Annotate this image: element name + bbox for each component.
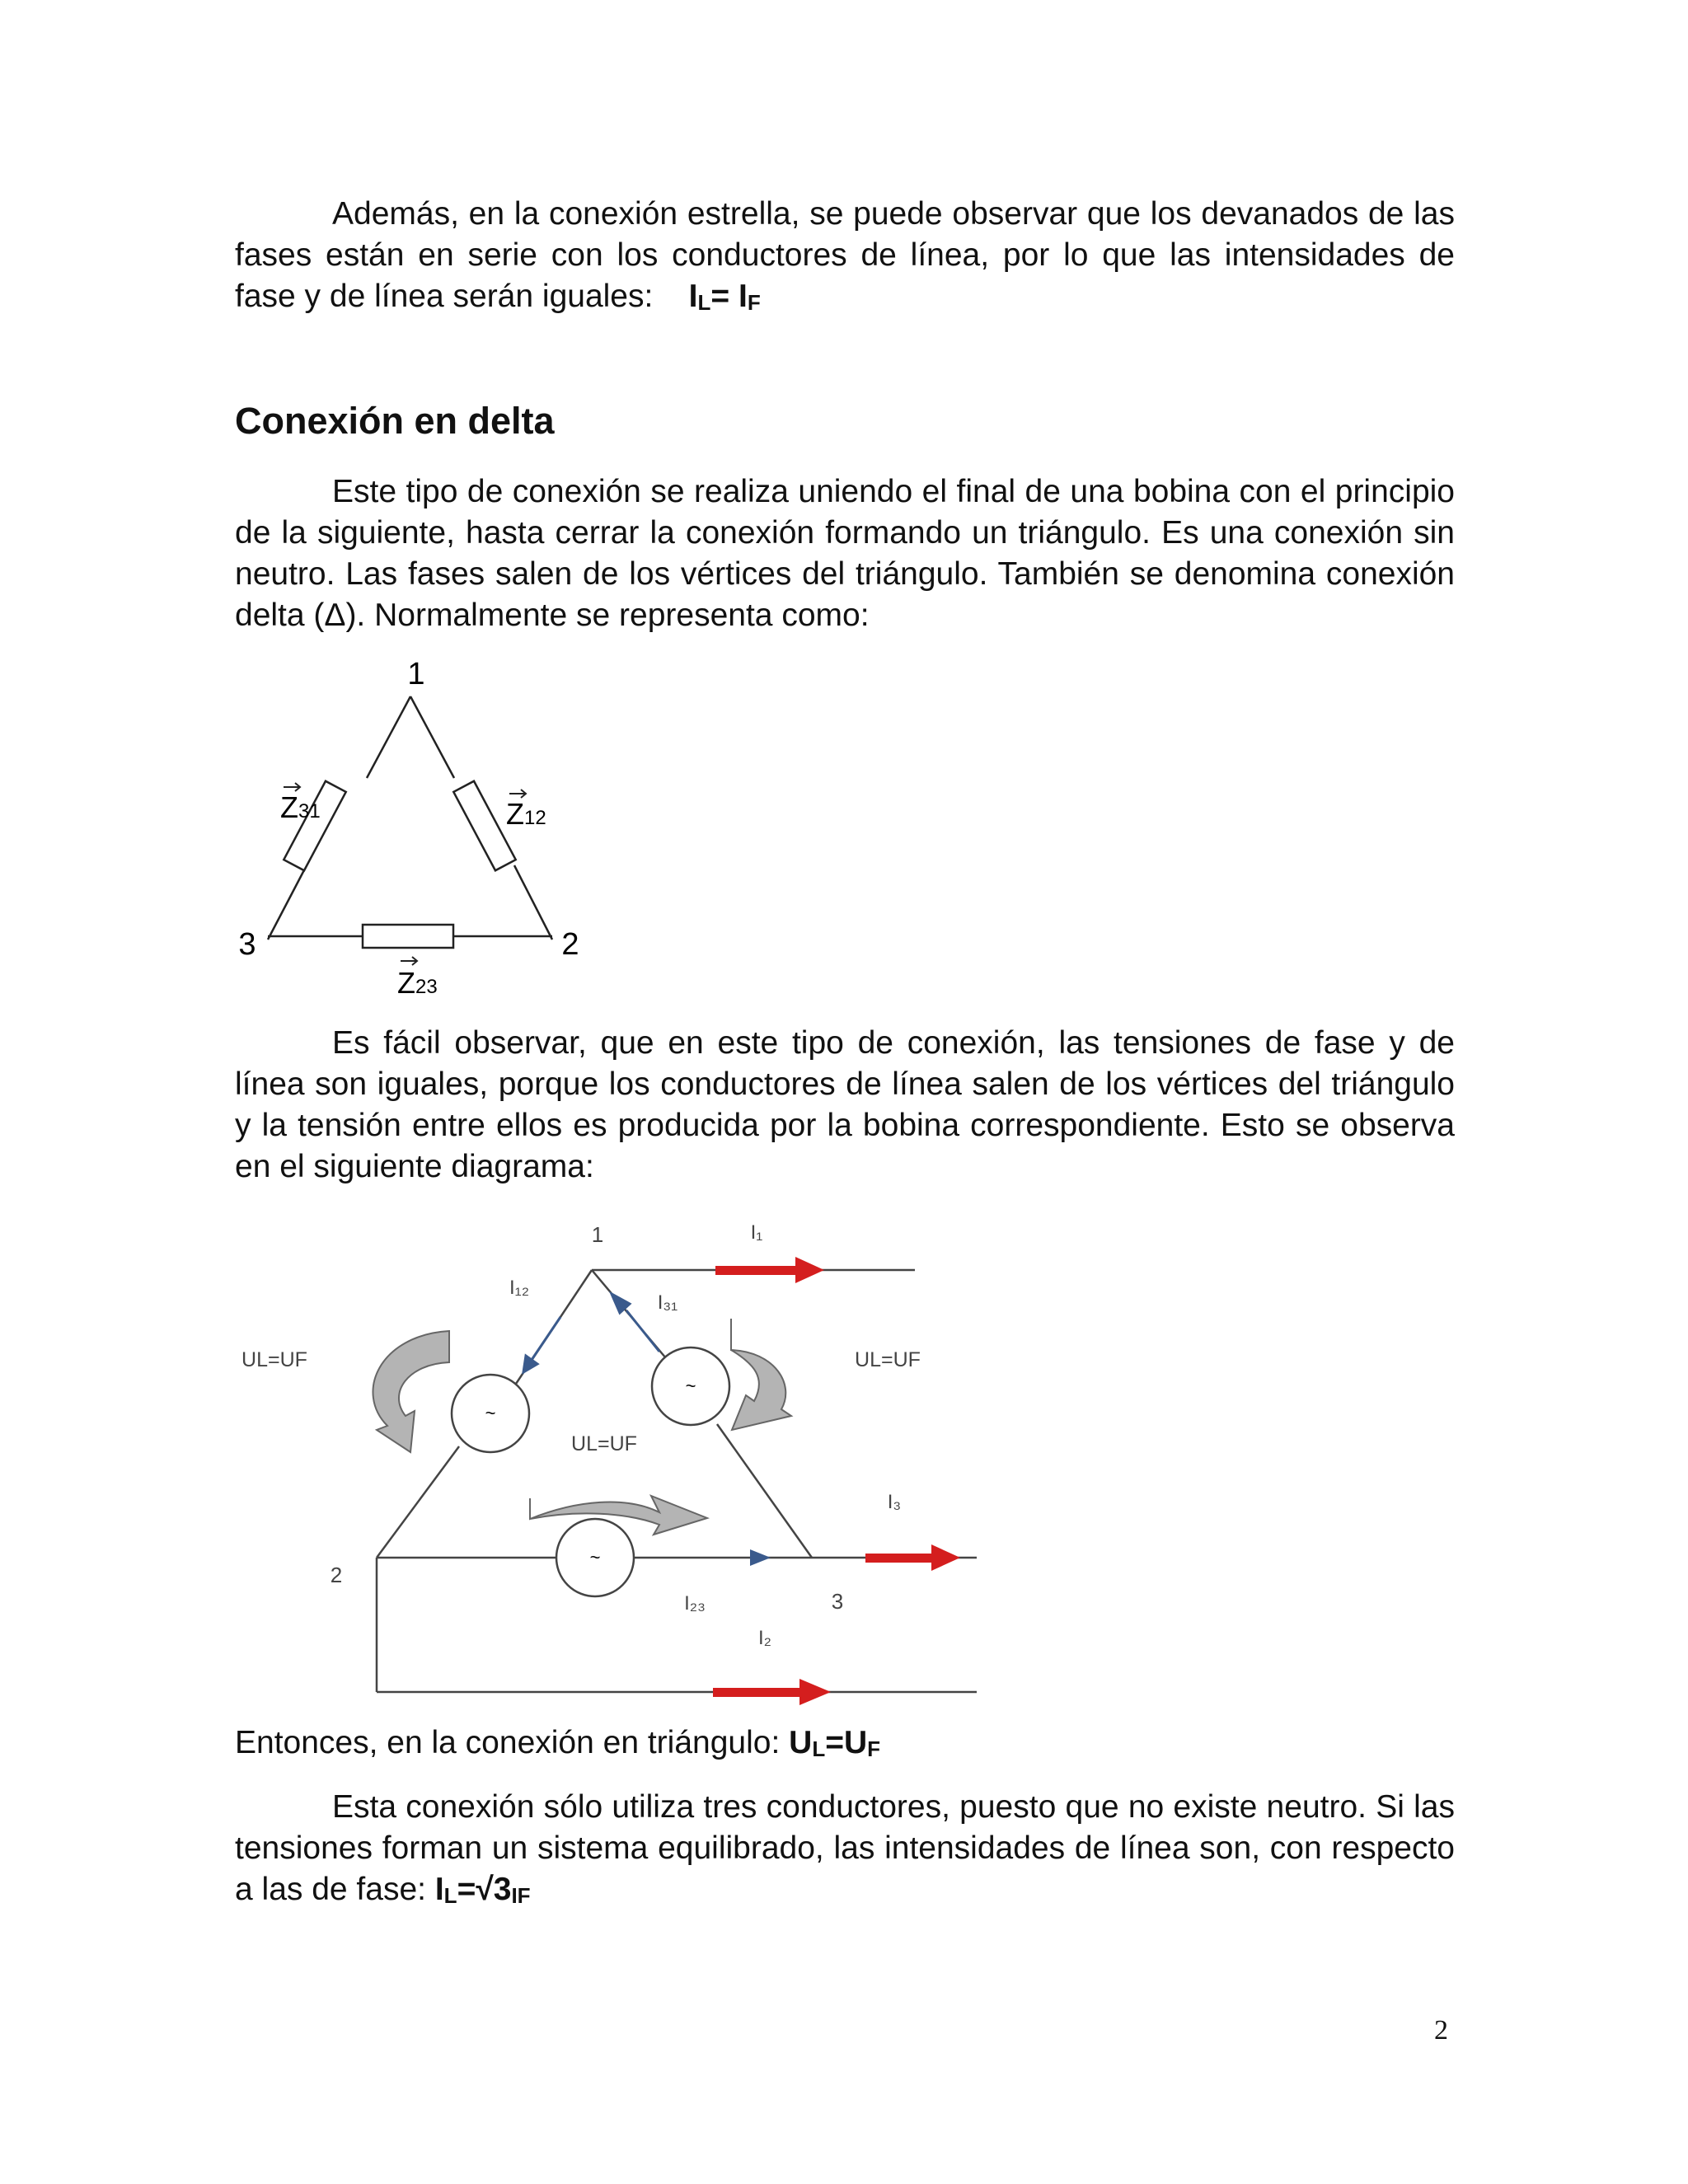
node-1-label: 1 (591, 1222, 604, 1247)
svg-text:Z31: Z31 (280, 790, 321, 824)
svg-text:Z23: Z23 (397, 966, 438, 1000)
gray-curved-arrow-right (731, 1319, 791, 1430)
section-heading: Conexión en delta (235, 400, 555, 442)
label-i1: I₁ (750, 1221, 763, 1244)
label-ul-center: UL=UF (571, 1432, 637, 1455)
node-2-label: 2 (561, 927, 579, 962)
source-23 (556, 1519, 634, 1596)
arrow-i2 (713, 1679, 831, 1705)
svg-text:~: ~ (589, 1547, 601, 1568)
paragraph-delta-description: Este tipo de conexión se realiza uniendo el final de una bobina con el principio de la siguiente, hasta cerrar la conexión formando un triángulo. Es una conexión sin neutro. Las fases salen de los vértices del triángulo. También se denomina conexión delta (Δ). Normalmente se representa como: (235, 474, 1455, 633)
arrow-i3 (865, 1544, 960, 1571)
node-3-label: 3 (238, 927, 256, 962)
label-z23 (397, 957, 438, 1000)
label-i3: I₃ (887, 1491, 902, 1513)
arrow-i31 (612, 1294, 659, 1352)
arrow-i23 (750, 1549, 771, 1566)
node-3-label: 3 (831, 1589, 844, 1614)
label-z12 (506, 790, 546, 831)
paragraph-line-currents: Esta conexión sólo utiliza tres conductores, puesto que no existe neutro. Si las tensiones forman un sistema equilibrado, las intensidades de línea son, con respecto a las de fase: $I_L=√3_{IF}$ (235, 1789, 1455, 1908)
arrow-i12 (523, 1317, 560, 1372)
equation-ul-uf: $U_L=U_F$ (789, 1725, 881, 1761)
resistor-z23 (363, 925, 453, 948)
source-31 (652, 1347, 729, 1425)
svg-text:~: ~ (485, 1403, 496, 1423)
label-ul-left: UL=UF (241, 1348, 307, 1371)
paragraph-conclusion-voltage: Entonces, en la conexión en triángulo: $U_L=U_F$ (235, 1725, 881, 1761)
node-1-label: 1 (407, 657, 425, 691)
equation-il-if: $I_L= I_F$ (688, 279, 761, 315)
node-2-label: 2 (330, 1563, 343, 1587)
equation-il-sqrt3-if: $I_L=√3_{IF}$ (434, 1872, 531, 1908)
label-z31 (280, 783, 321, 824)
label-i23: I₂₃ (684, 1592, 706, 1615)
label-i31: I₃₁ (657, 1291, 678, 1314)
delta-impedance-diagram (231, 655, 593, 1001)
label-ul-right: UL=UF (855, 1348, 921, 1371)
paragraph-voltage-equality: Es fácil observar, que en este tipo de conexión, las tensiones de fase y de línea son iguales, porque los conductores de línea salen de los vértices del triángulo y la tensión entre ellos es producida por la bobina correspondiente. Esto se observa en el siguiente diagrama: (235, 1025, 1455, 1184)
source-12 (452, 1375, 529, 1452)
svg-text:Z12: Z12 (506, 797, 546, 831)
gray-curved-arrow-left (373, 1331, 449, 1452)
arrow-i1 (715, 1257, 824, 1283)
paragraph-star-currents: Además, en la conexión estrella, se puede observar que los devanados de las fases están en serie con los conductores de línea, por lo que las intensidades de fase y de línea serán iguales: $I_L= I_F$ (235, 196, 1455, 315)
page-number: 2 (1434, 2015, 1448, 2046)
label-i12: I₁₂ (509, 1277, 530, 1299)
delta-current-diagram (231, 1212, 1006, 1706)
svg-text:~: ~ (685, 1376, 696, 1396)
label-i2: I₂ (758, 1627, 771, 1649)
